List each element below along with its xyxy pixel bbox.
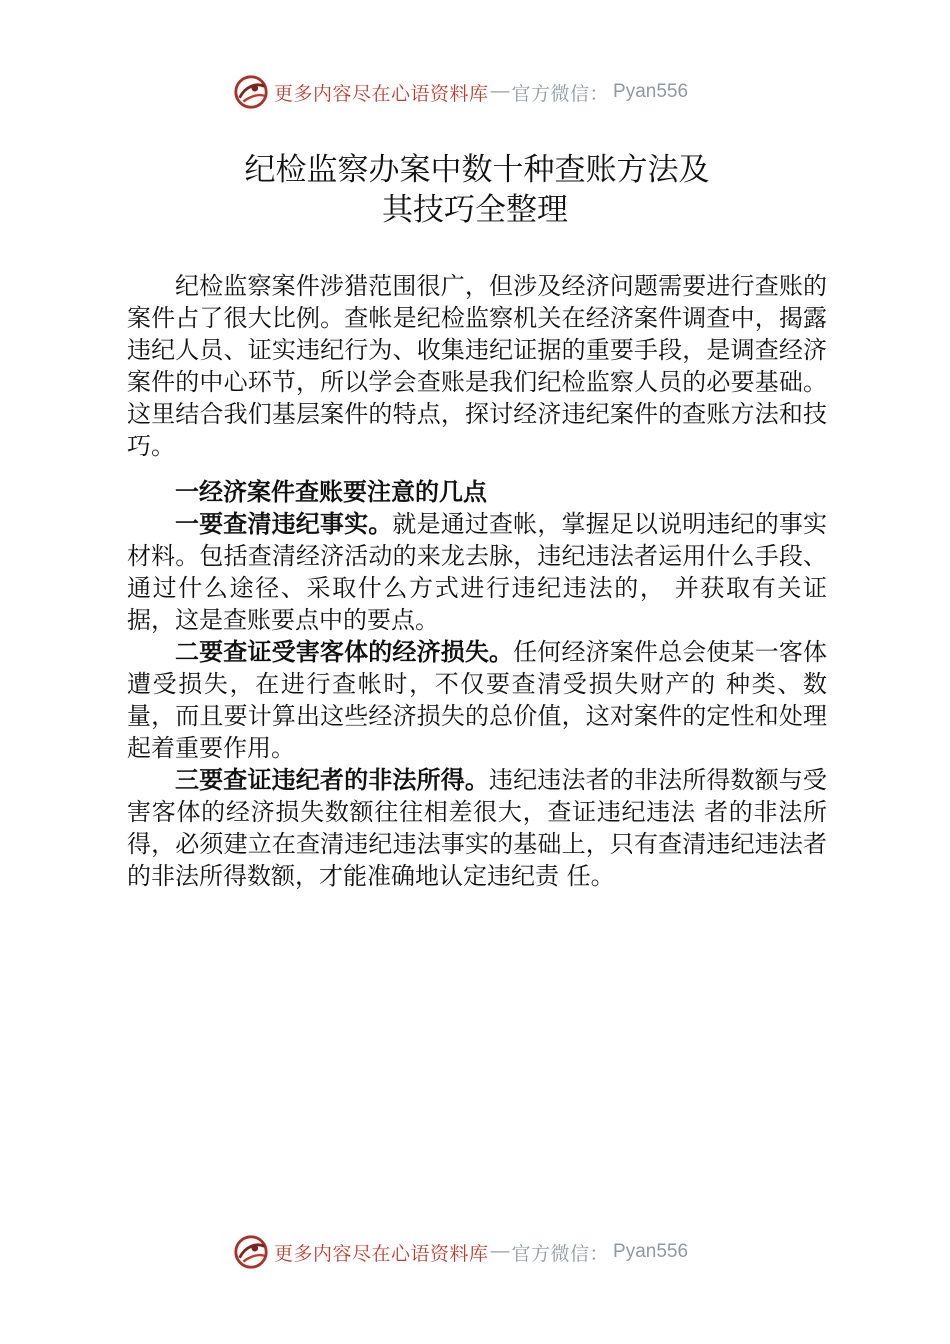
point-text-1: 就是通过查帐，掌握足以说明违纪的事实材料。包括查清经济活动的来龙去脉，违纪违法者运用什么手段、通过什么途径、采取什么方式进行违纪违法的， 并获取有关证据，这是查账要点中的要点。 [127,510,828,634]
library-logo-icon [232,73,270,111]
document-body [127,270,827,892]
point-heading-2: 二要查证受害客体的经济损失。 [175,638,514,666]
banner-wechat-label: 官方微信： [511,82,610,105]
header-banner [232,72,688,112]
point-heading-1: 一要查清违纪事实。 [175,510,393,538]
banner-wechat-id: Pyan556 [613,81,689,102]
point-paragraph-3 [127,764,827,892]
section-heading-text: 一经济案件查账要注意的几点 [175,478,487,506]
intro-paragraph: 纪检监察案件涉猎范围很广，但涉及经济问题需要进行查账的案件占了很大比例。查帐是纪检监察机关在经济案件调查中，揭露违纪人员、证实违纪行为、收集违纪证据的重要手段，是调查经济案件的中心环节，所以学会查账是我们纪检监察人员的必要基础。这里结合我们基层案件的特点，探讨经济违纪案件的查账方法和技巧。 [127,272,827,460]
point-paragraph-2 [127,636,827,764]
footer-separator: — [490,1241,510,1262]
banner-library-text: 更多内容尽在心语资料库 [274,82,489,105]
footer-banner [232,1232,688,1272]
footer-wechat-label: 官方微信： [511,1242,610,1265]
point-text-2: 任何经济案件总会使某一客体遭受损失，在进行查帐时，不仅要查清受损失财产的 种类、数量，而且要计算出这些经济损失的总价值，这对案件的定性和处理起着重要作用。 [127,638,828,762]
section-heading [127,476,827,508]
point-paragraph-1 [127,508,827,636]
footer-library-text: 更多内容尽在心语资料库 [274,1242,489,1265]
point-heading-3: 三要查证违纪者的非法所得。 [175,766,489,794]
point-text-3: 违纪违法者的非法所得数额与受害客体的经济损失数额往往相差很大，查证违纪违法 者的非法所得，必须建立在查清违纪违法事实的基础上，只有查清违纪违法者的非法所得数额，才能准确地认定违纪责 任。 [127,766,827,890]
footer-wechat-id: Pyan556 [613,1241,689,1262]
document-title-line-1: 纪检监察办案中数十种查账方法及 [244,152,710,188]
banner-separator: — [490,81,510,102]
library-logo-icon [232,1233,270,1271]
document-title-line-2: 其技巧全整理 [382,192,568,228]
